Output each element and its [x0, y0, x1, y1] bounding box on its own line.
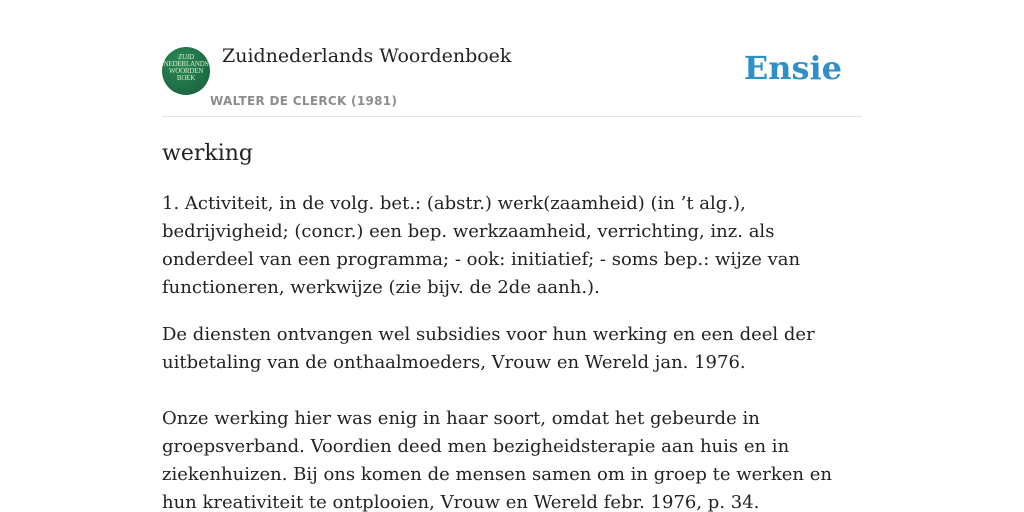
entry-headword: werking: [162, 141, 253, 166]
entry-quote: De diensten ontvangen wel subsidies voor hun werking en een deel der uitbetaling van de onthaalmoeders, Vrouw en Wereld jan. 1976.: [162, 324, 815, 373]
book-logo[interactable]: [162, 47, 210, 95]
ensie-logo-link[interactable]: Ensie: [743, 49, 842, 87]
logo-line: ZUID: [178, 53, 194, 61]
entry-content: [162, 138, 862, 512]
book-title-link[interactable]: Zuidnederlands Woordenboek: [222, 45, 512, 67]
logo-line: BOEK: [176, 74, 196, 82]
entry-definition: 1. Activiteit, in de volg. bet.: (abstr.) werk(zaamheid) (in ’t alg.), bedrijvigheid; (concr.) een bep. werkzaamheid, verrichting, inz. als onderdeel van een programma; - ook: initiatief; - soms bep.: wijze van functioneren, werkwijze (zie bijv. de 2de aanh.).: [162, 193, 801, 298]
book-author: WALTER DE CLERCK (1981): [210, 94, 398, 108]
book-header: [162, 40, 862, 117]
entry-quote: Onze werking hier was enig in haar soort, omdat het gebeurde in groepsverband. Voordien deed men bezigheidsterapie aan huis en in ziekenhuizen. Bij ons komen de mensen samen om in groep te werken en hun kreativiteit te ontplooien, Vrouw en Wereld febr. 1976, p. 34.: [162, 408, 832, 512]
logo-line: NEDERLANDS: [163, 60, 209, 68]
logo-line: WOORDEN: [168, 67, 204, 75]
book-logo-text: [162, 54, 210, 82]
